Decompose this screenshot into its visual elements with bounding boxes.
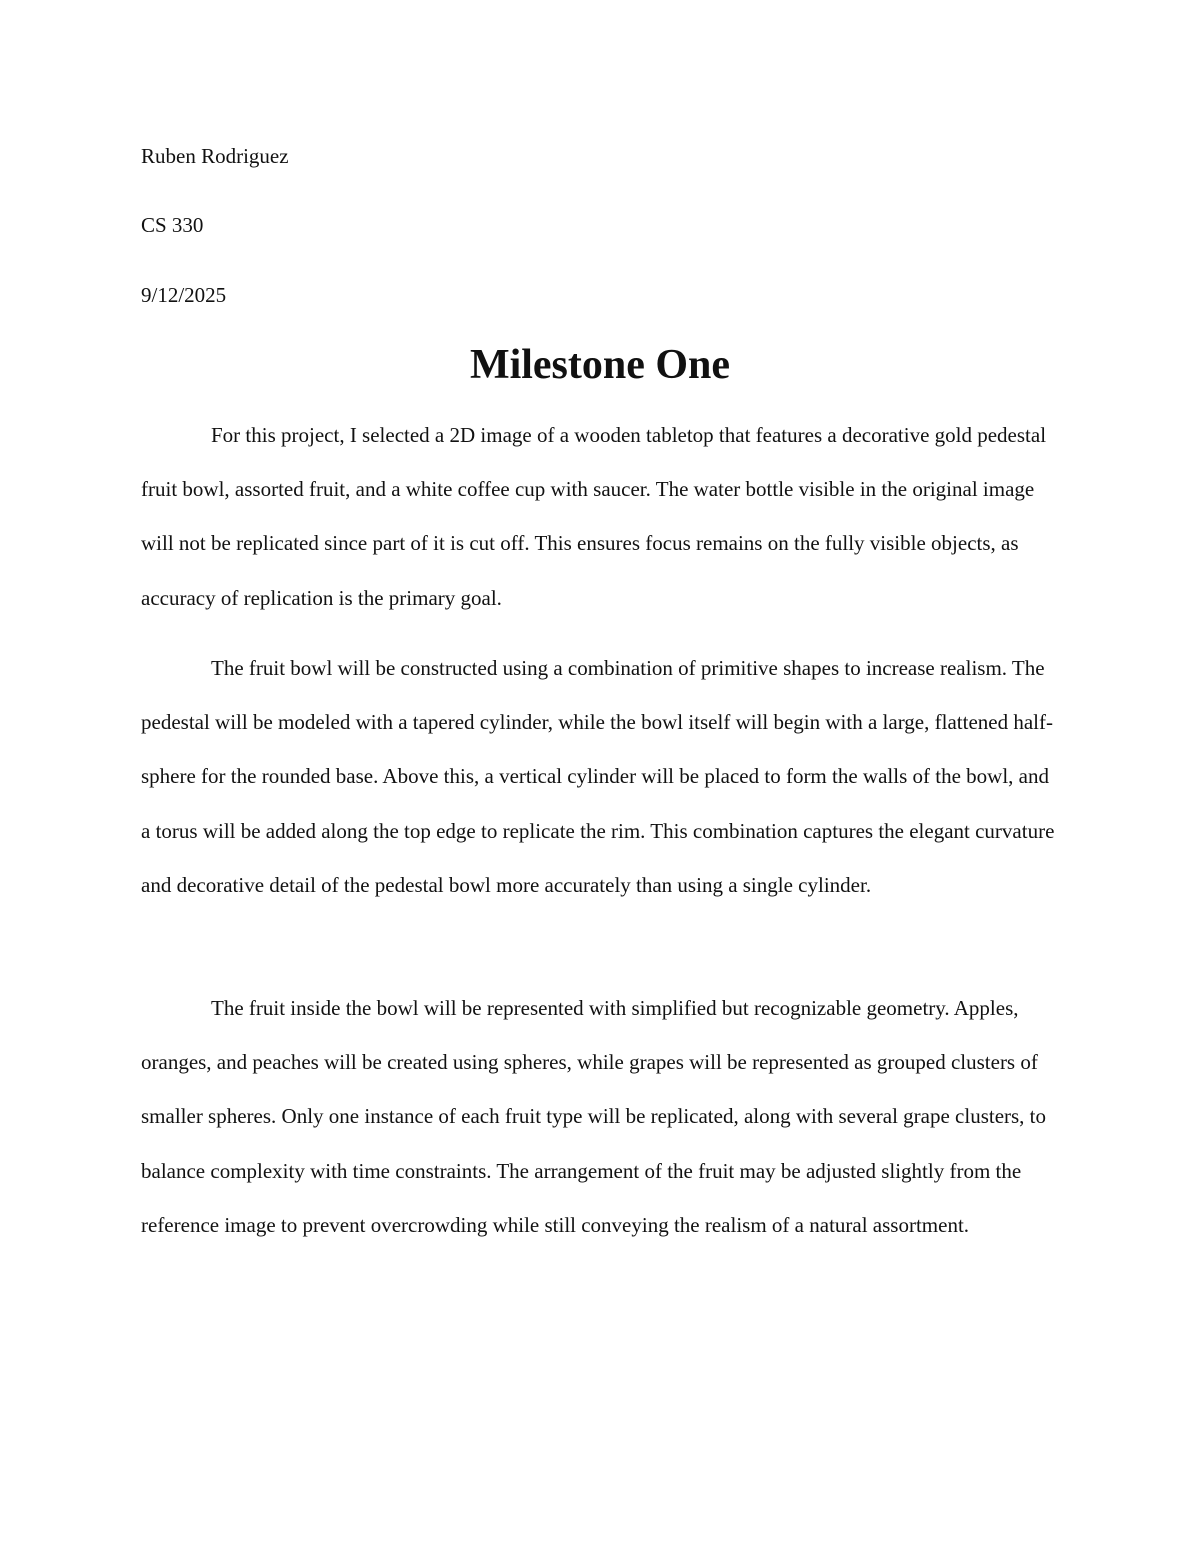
- document-date: 9/12/2025: [141, 283, 227, 307]
- body-paragraph-2: The fruit bowl will be constructed using a combination of primitive shapes to increase realism. The pedestal will be modeled with a tapered cylinder, while the bowl itself will begin with a large, flattened half-sphere for the rounded base. Above this, a vertical cylinder will be placed to form the walls of the bowl, and a torus will be added along the top edge to replicate the rim. This combination captures the elegant curvature and decorative detail of the pedestal bowl more accurately than using a single cylinder.: [141, 656, 1055, 897]
- author-name: Ruben Rodriguez: [141, 144, 289, 168]
- body-paragraph-1: For this project, I selected a 2D image of a wooden tabletop that features a decorative gold pedestal fruit bowl, assorted fruit, and a white coffee cup with saucer. The water bottle visible in the original image will not be replicated since part of it is cut off. This ensures focus remains on the fully visible objects, as accuracy of replication is the primary goal.: [141, 423, 1047, 610]
- course-code: CS 330: [141, 213, 204, 237]
- document-title: Milestone One: [469, 342, 731, 388]
- body-paragraph-3: The fruit inside the bowl will be represented with simplified but recognizable geometry. Apples, oranges, and peaches will be created using spheres, while grapes will be represented as grouped clusters of smaller spheres. Only one instance of each fruit type will be replicated, along with several grape clusters, to balance complexity with time constraints. The arrangement of the fruit may be adjusted slightly from the reference image to prevent overcrowding while still conveying the realism of a natural assortment.: [141, 996, 1047, 1237]
